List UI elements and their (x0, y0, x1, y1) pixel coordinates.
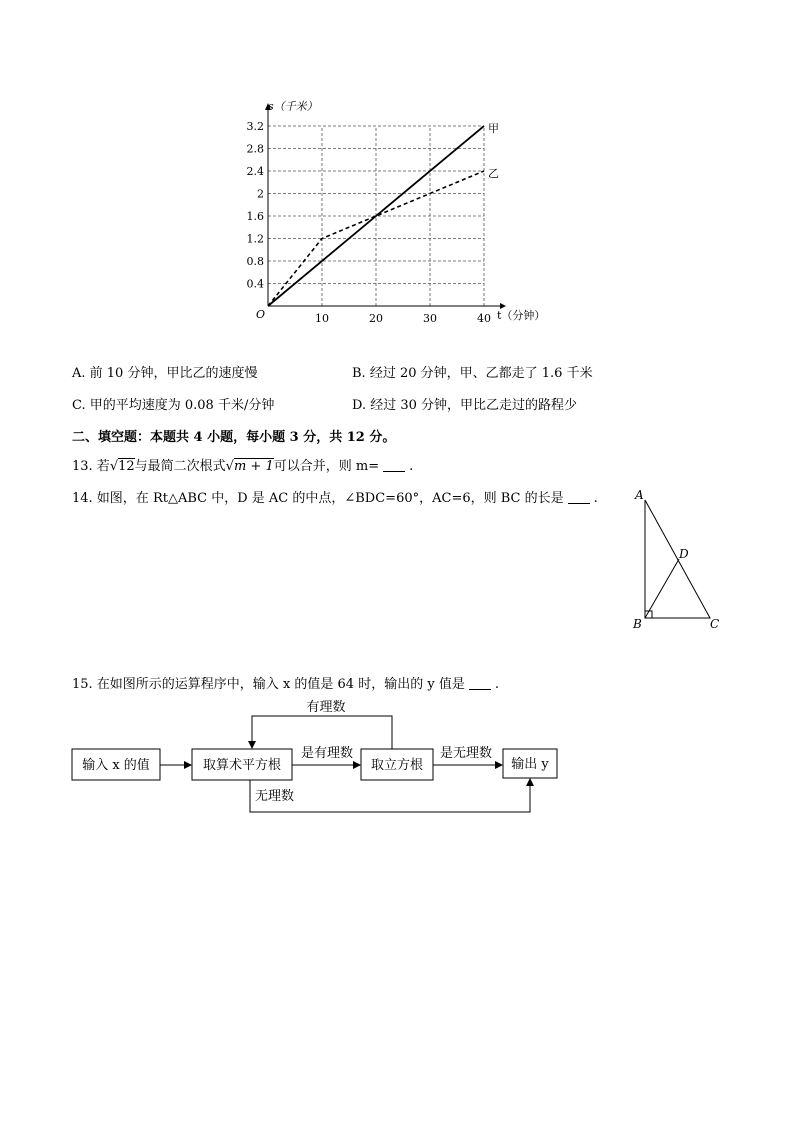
y-tick-label: 2.4 (246, 165, 264, 178)
option-b: B. 经过 20 分钟，甲、乙都走了 1.6 千米 (352, 366, 593, 381)
x-tick-label: 30 (423, 312, 437, 325)
box-cbrt-label: 取立方根 (370, 758, 424, 773)
label-c: C (710, 617, 720, 631)
series-label-yi: 乙 (488, 167, 499, 180)
x-axis-label: t（分钟） (497, 309, 546, 322)
answer-blank (568, 491, 590, 504)
y-tick-label: 0.8 (246, 255, 264, 268)
radical-sign-icon: √ (225, 459, 234, 474)
x-tick-label: 20 (369, 312, 383, 325)
option-a: A. 前 10 分钟，甲比乙的速度慢 (72, 366, 258, 381)
y-tick-label: 2 (257, 187, 264, 201)
label-rational-loop: 有理数 (306, 700, 346, 715)
box-output-label: 输出 y (511, 757, 549, 772)
x-tick-label: 40 (477, 312, 491, 325)
q13-prefix: 13. 若 (72, 459, 110, 474)
y-tick-label: 2.8 (246, 142, 264, 156)
y-axis-label: s（千米） (268, 100, 318, 113)
q13-middle: 与最简二次根式 (134, 459, 226, 474)
arrow-rational-loop (252, 716, 392, 749)
flowchart (66, 692, 566, 822)
question-13: 13. 若√12与最简二次根式√m + 1可以合并，则 m= . (72, 459, 414, 474)
y-tick-label: 3.2 (246, 120, 264, 133)
segment-bd (645, 559, 679, 618)
label-is-irrational: 是无理数 (439, 746, 493, 761)
label-d: D (679, 547, 689, 561)
y-tick-label: 1.2 (246, 232, 264, 246)
question-15: 15. 在如图所示的运算程序中，输入 x 的值是 64 时，输出的 y 值是 . (72, 677, 499, 692)
label-irrational: 无理数 (255, 789, 295, 804)
box-sqrt-label: 取算术平方根 (202, 758, 282, 773)
origin-label: O (256, 308, 266, 321)
y-tick-label: 1.6 (246, 210, 264, 223)
answer-blank (469, 677, 491, 690)
option-c: C. 甲的平均速度为 0.08 千米/分钟 (72, 398, 275, 413)
label-b: B (633, 617, 642, 631)
section-heading: 二、填空题：本题共 4 小题，每小题 3 分，共 12 分。 (72, 430, 396, 445)
option-d: D. 经过 30 分钟，甲比乙走过的路程少 (352, 398, 578, 413)
x-tick-label: 10 (315, 312, 329, 325)
q13-suffix: 可以合并，则 m= (273, 459, 380, 474)
triangle-figure (628, 484, 728, 634)
distance-time-chart (240, 92, 560, 332)
answer-blank (383, 459, 405, 472)
label-is-rational: 是有理数 (300, 746, 354, 761)
sqrt-12: √12 (109, 459, 135, 474)
question-14: 14. 如图，在 Rt△ABC 中，D 是 AC 的中点，∠BDC=60°，AC=6，则 BC 的长是 . (72, 491, 598, 506)
label-a: A (635, 488, 644, 502)
radical-sign-icon: √ (109, 459, 119, 474)
box-input-label: 输入 x 的值 (82, 758, 150, 773)
y-tick-label: 0.4 (246, 277, 264, 291)
sqrt-m-plus-1: √m + 1 (225, 459, 274, 474)
series-label-jia: 甲 (488, 122, 499, 135)
